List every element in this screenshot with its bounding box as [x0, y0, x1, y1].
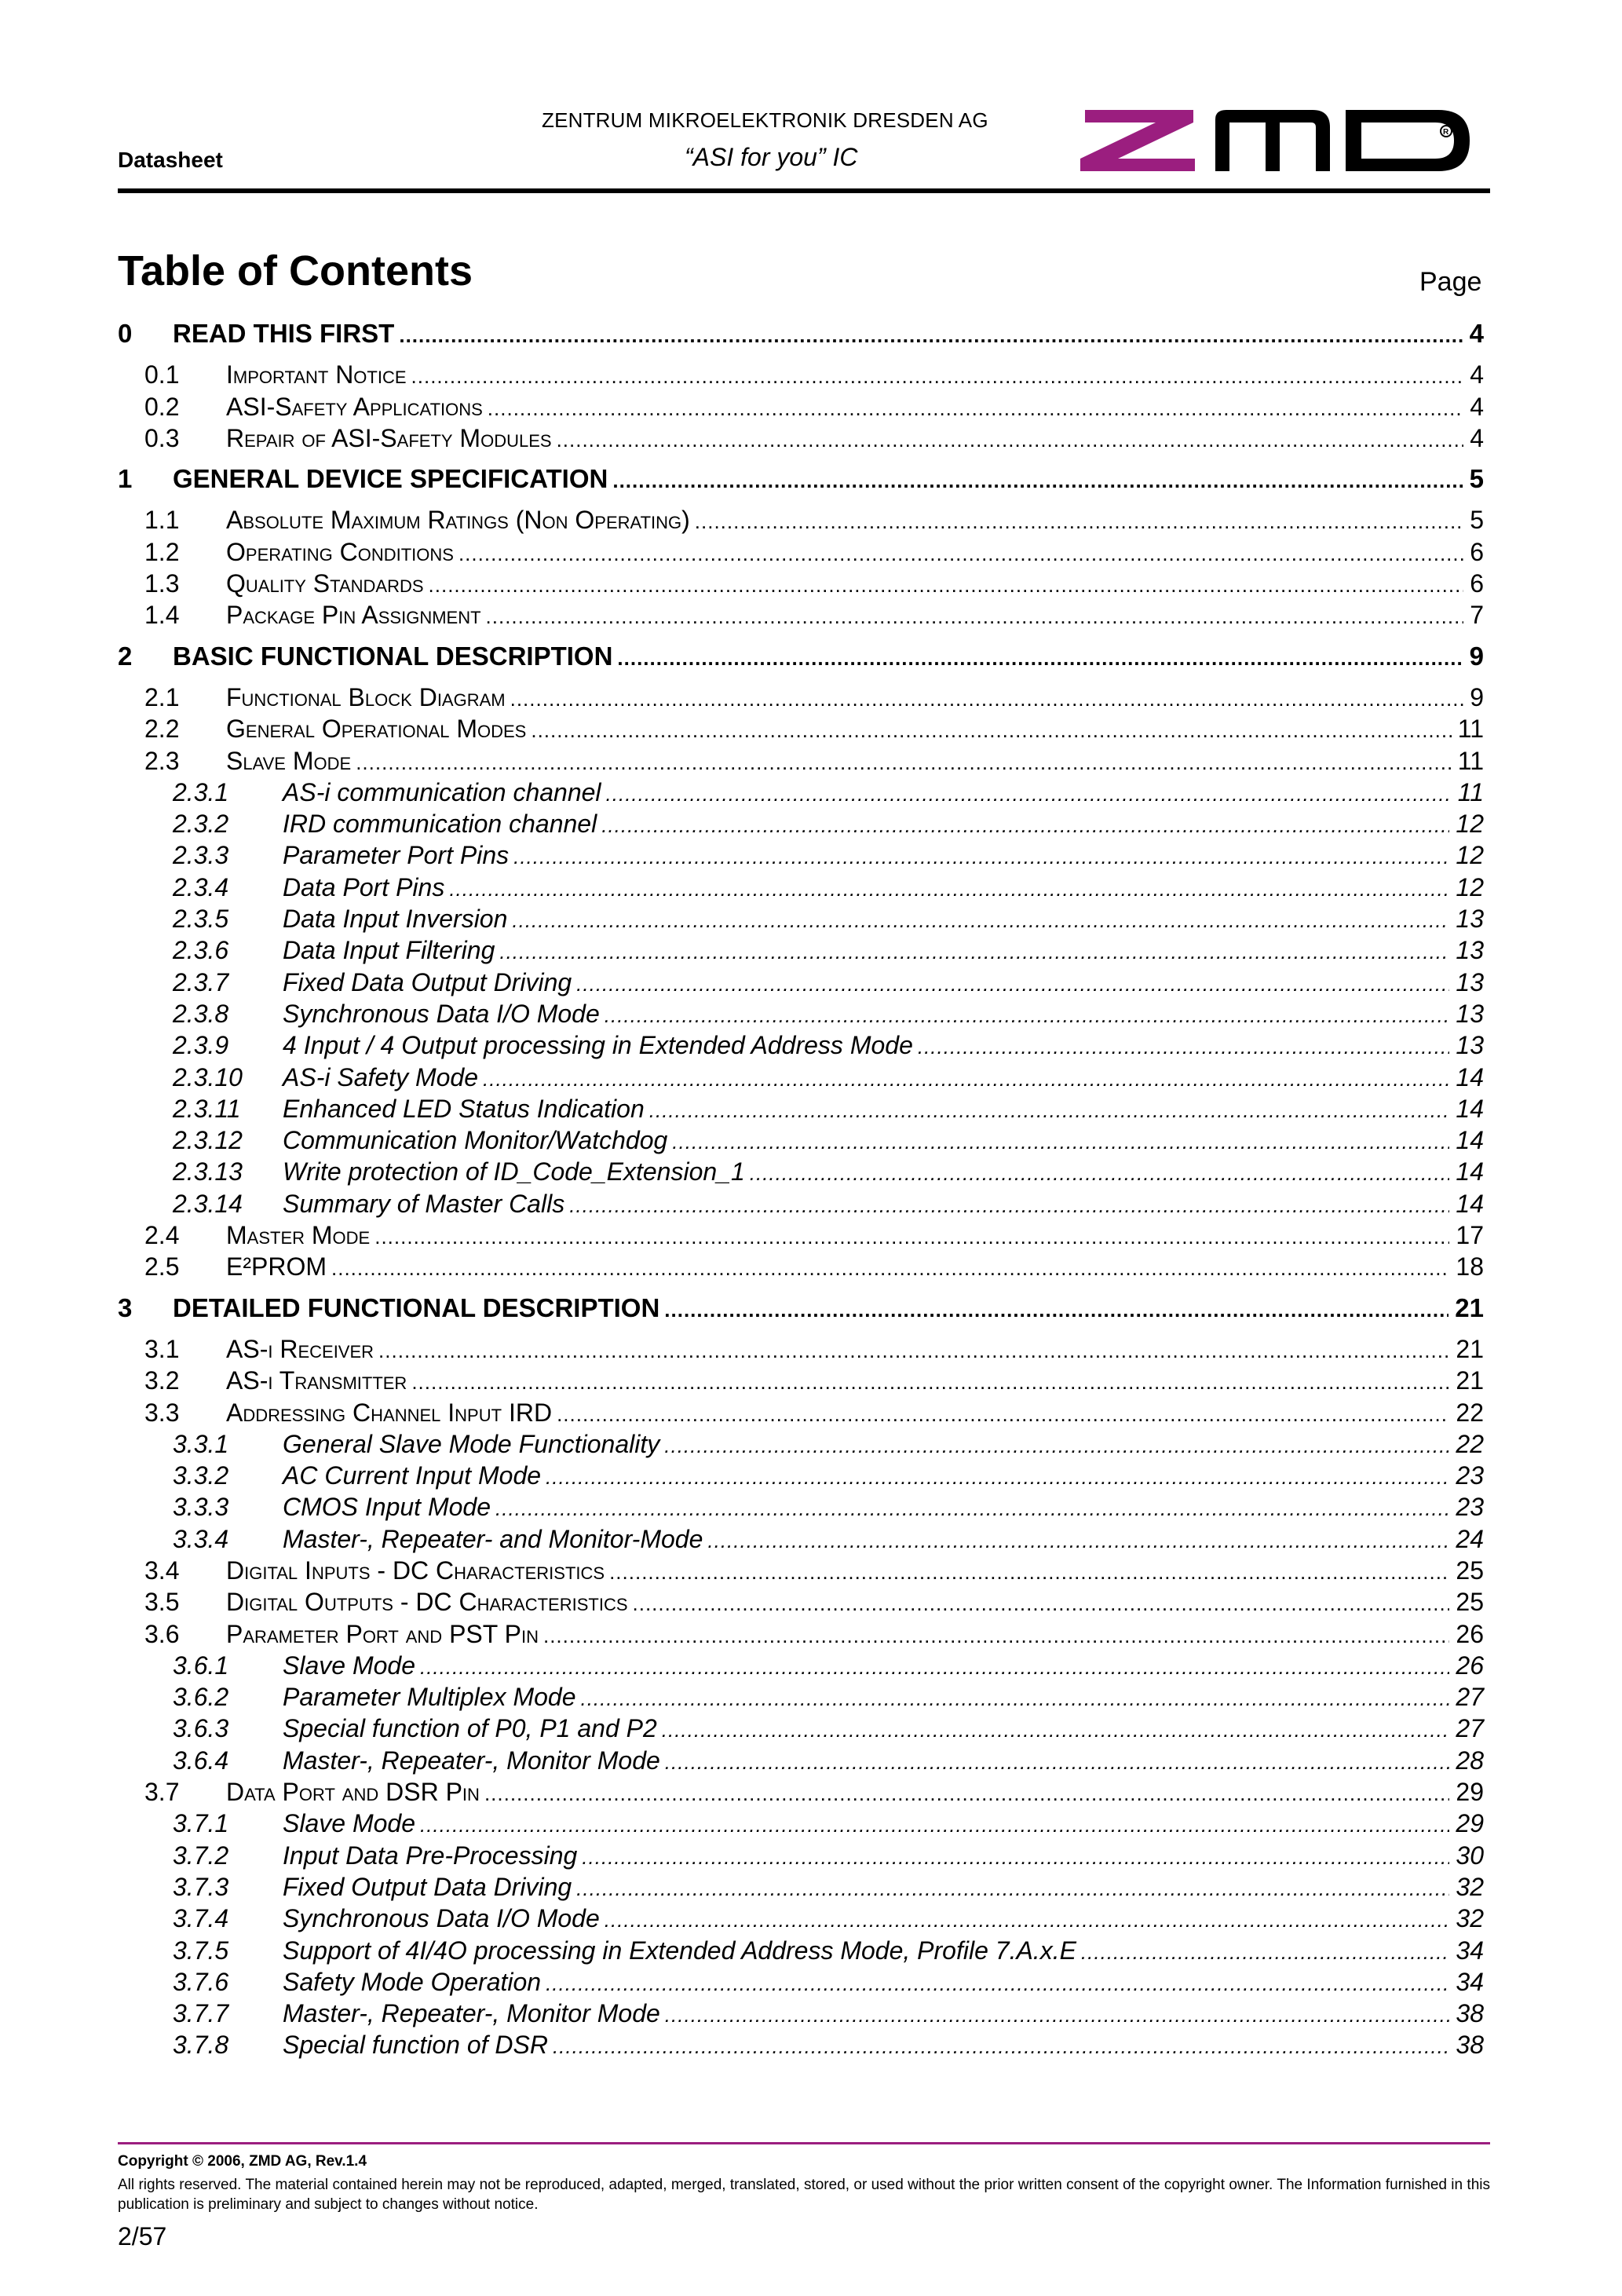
- toc-entry-title: Fixed Data Output Driving: [283, 967, 572, 996]
- toc-entry[interactable]: [118, 1124, 1484, 1156]
- toc-entry[interactable]: [118, 1935, 1484, 1966]
- toc-entry-title: Slave Mode: [283, 1651, 415, 1680]
- toc-entry-page: 23: [1456, 1493, 1484, 1522]
- footer-rights-notice: All rights reserved. The material contained herein may not be reproduced, adapted, merged, translated, stored, or used without the prior written consent of the copyright owner. The Information furnished in this publication is preliminary and subject to changes without notice.: [118, 2177, 1490, 2213]
- toc-dot-leader: [662, 1714, 1450, 1746]
- logo-letter-m: [1215, 110, 1330, 171]
- toc-entry-number: 1.1: [144, 506, 180, 535]
- toc-entry-number: 2.3.14: [173, 1189, 243, 1218]
- toc-entry-number: 3.6.2: [173, 1683, 229, 1712]
- toc-entry-page: 28: [1456, 1746, 1484, 1775]
- toc-entry[interactable]: [118, 536, 1484, 568]
- toc-entry-number: 2: [118, 641, 133, 671]
- toc-entry-number: 2.3.7: [173, 967, 229, 996]
- toc-entry[interactable]: [118, 1903, 1484, 1934]
- toc-entry-title: Slave Mode: [226, 746, 352, 775]
- document-type: Datasheet: [118, 148, 223, 172]
- toc-entry-title: Parameter Port Pins: [283, 841, 510, 870]
- toc-entry-page: 11: [1457, 777, 1484, 806]
- toc-entry-number: 3.6: [144, 1619, 180, 1648]
- toc-entry-page: 24: [1456, 1524, 1484, 1553]
- toc-entry-title: Important Notice: [226, 360, 407, 389]
- toc-entry-title: Parameter Multiplex Mode: [283, 1683, 576, 1712]
- toc-entry-title: 4 Input / 4 Output processing in Extended Address Mode: [283, 1031, 913, 1060]
- toc-entry-number: 2.4: [144, 1221, 180, 1250]
- toc-entry-title: Special function of P0, P1 and P2: [283, 1714, 657, 1743]
- toc-dot-leader: [557, 1398, 1449, 1430]
- toc-entry[interactable]: [118, 1188, 1484, 1219]
- toc-entry-number: 0: [118, 319, 133, 348]
- toc-entry-page: 14: [1456, 1189, 1484, 1218]
- toc-entry-title: Communication Monitor/Watchdog: [283, 1126, 668, 1155]
- toc-entry-page: 25: [1456, 1556, 1484, 1585]
- toc-entry-number: 2.3.1: [173, 777, 229, 806]
- toc-entry-number: 3.1: [144, 1334, 180, 1363]
- toc-entry[interactable]: [118, 1745, 1484, 1776]
- toc-entry-page: 32: [1456, 1904, 1484, 1933]
- toc-entry-number: 3.3.1: [173, 1429, 229, 1458]
- toc-entry[interactable]: [118, 504, 1484, 536]
- toc-dot-leader: [695, 506, 1463, 537]
- toc-entry-number: 3.7.1: [173, 1809, 229, 1838]
- toc-entry-title: Operating Conditions: [226, 537, 454, 566]
- toc-entry-page: 30: [1456, 1841, 1484, 1870]
- toc-entry-page: 4: [1469, 319, 1484, 348]
- toc-entry[interactable]: [118, 1555, 1484, 1586]
- toc-entry-title: CMOS Input Mode: [283, 1493, 491, 1522]
- toc-entry-page: 7: [1470, 601, 1484, 630]
- toc-entry[interactable]: [118, 359, 1484, 390]
- toc-dot-leader: [609, 1556, 1449, 1588]
- toc-dot-leader: [543, 1620, 1449, 1651]
- logo-letter-d: [1346, 110, 1470, 171]
- toc-entry-page: 13: [1456, 936, 1484, 965]
- toc-dot-leader: [546, 1461, 1449, 1493]
- toc-entry[interactable]: [118, 682, 1484, 713]
- toc-entry-page: 21: [1456, 1334, 1484, 1363]
- toc-entry-number: 2.3.2: [173, 810, 229, 839]
- toc-entry[interactable]: [118, 1681, 1484, 1713]
- toc-entry[interactable]: [118, 1292, 1484, 1324]
- toc-entry-number: 1.2: [144, 537, 180, 566]
- toc-entry-number: 3.3.3: [173, 1493, 229, 1522]
- toc-entry[interactable]: [118, 777, 1484, 808]
- toc-dot-leader: [546, 1968, 1449, 1999]
- toc-entry-page: 12: [1456, 872, 1484, 901]
- toc-entry-title: Special function of DSR: [283, 2031, 548, 2060]
- toc-entry-title: Addressing Channel Input IRD: [226, 1398, 553, 1427]
- toc-entry-page: 18: [1456, 1252, 1484, 1281]
- toc-entry-title: AS-i Transmitter: [226, 1366, 407, 1395]
- svg-text:R: R: [1443, 128, 1449, 137]
- toc-dot-leader: [429, 569, 1464, 601]
- toc-entry-title: Enhanced LED Status Indication: [283, 1094, 645, 1123]
- toc-entry-page: 21: [1455, 1292, 1484, 1322]
- toc-entry-number: 3.7.6: [173, 1967, 229, 1996]
- toc-entry-number: 3.7.3: [173, 1872, 229, 1901]
- toc-entry-title: Data Input Inversion: [283, 905, 508, 934]
- toc-title: Table of Contents: [118, 247, 473, 294]
- toc-entry-page: 29: [1456, 1778, 1484, 1807]
- toc-entry[interactable]: [118, 1029, 1484, 1061]
- toc-entry-number: 2.3.4: [173, 872, 229, 901]
- toc-entry-page: 34: [1456, 1936, 1484, 1965]
- toc-entry-number: 3: [118, 1292, 133, 1322]
- toc-entry-page: 14: [1456, 1126, 1484, 1155]
- toc-entry-page: 9: [1469, 641, 1484, 671]
- zmd-logo: [1077, 104, 1478, 176]
- toc-entry-page: 9: [1470, 682, 1484, 711]
- toc-dot-leader: [356, 747, 1452, 778]
- toc-entry-number: 3.7.4: [173, 1904, 229, 1933]
- toc-entry-number: 3.7: [144, 1778, 180, 1807]
- toc-entry[interactable]: [118, 1713, 1484, 1744]
- toc-entry[interactable]: [118, 1156, 1484, 1187]
- toc-entry-number: 1: [118, 464, 133, 494]
- header-rule: [118, 188, 1490, 193]
- toc-entry-page: 26: [1456, 1619, 1484, 1648]
- toc-entry-title: Safety Mode Operation: [283, 1967, 542, 1996]
- toc-dot-leader: [606, 778, 1452, 810]
- toc-dot-leader: [601, 810, 1449, 841]
- toc-entry-number: 3.2: [144, 1366, 180, 1395]
- toc-entry-number: 2.5: [144, 1252, 180, 1281]
- toc-dot-leader: [411, 360, 1464, 392]
- toc-entry[interactable]: [118, 1966, 1484, 1998]
- toc-entry-page: 13: [1456, 967, 1484, 996]
- toc-entry-title: E²PROM: [226, 1252, 327, 1281]
- toc-entry[interactable]: [118, 903, 1484, 934]
- toc-dot-leader: [557, 424, 1464, 455]
- toc-entry[interactable]: [118, 2029, 1484, 2060]
- toc-entry-title: Functional Block Diagram: [226, 682, 506, 711]
- toc-entry-number: 2.3.13: [173, 1157, 243, 1186]
- toc-entry-title: BASIC FUNCTIONAL DESCRIPTION: [173, 641, 613, 671]
- toc-entry-number: 0.1: [144, 360, 180, 389]
- toc-dot-leader: [664, 1294, 1448, 1325]
- toc-entry-page: 4: [1470, 423, 1484, 452]
- toc-entry-page: 38: [1456, 1999, 1484, 2028]
- toc-entry[interactable]: [118, 967, 1484, 998]
- toc-entry-page: 34: [1456, 1967, 1484, 1996]
- toc-entry-title: READ THIS FIRST: [173, 319, 395, 348]
- toc-entry[interactable]: [118, 1523, 1484, 1555]
- toc-dot-leader: [582, 1841, 1449, 1873]
- toc-entry-title: AS-i communication channel: [283, 777, 601, 806]
- toc-entry-page: 29: [1456, 1809, 1484, 1838]
- toc-entry-title: Input Data Pre-Processing: [283, 1841, 578, 1870]
- toc-entry-page: 38: [1456, 2031, 1484, 2060]
- toc-entry-page: 11: [1457, 715, 1484, 744]
- toc-entry[interactable]: [118, 1365, 1484, 1396]
- toc-dot-leader: [458, 538, 1463, 569]
- toc-entry-title: Fixed Output Data Driving: [283, 1872, 572, 1901]
- toc-dot-leader: [531, 715, 1451, 746]
- toc-entry-page: 17: [1456, 1221, 1484, 1250]
- toc-entry[interactable]: [118, 1397, 1484, 1428]
- toc-entry-title: Master-, Repeater- and Monitor-Mode: [283, 1524, 703, 1553]
- toc-entry-page: 22: [1456, 1429, 1484, 1458]
- toc-entry-number: 3.3.4: [173, 1524, 229, 1553]
- toc-entry[interactable]: [118, 1808, 1484, 1839]
- toc-entry-title: Slave Mode: [283, 1809, 415, 1838]
- toc-entry-number: 2.1: [144, 682, 180, 711]
- toc-dot-leader: [374, 1221, 1449, 1252]
- toc-dot-leader: [617, 642, 1463, 674]
- toc-entry-title: Absolute Maximum Ratings (Non Operating): [226, 506, 690, 535]
- toc-entry[interactable]: [118, 641, 1484, 672]
- toc-entry-title: Repair of ASI-Safety Modules: [226, 423, 552, 452]
- toc-entry-title: AC Current Input Mode: [283, 1461, 542, 1490]
- toc-dot-leader: [665, 1999, 1450, 2031]
- toc-dot-leader: [486, 601, 1464, 632]
- toc-entry-page: 22: [1456, 1398, 1484, 1427]
- toc-entry-number: 3.4: [144, 1556, 180, 1585]
- toc-entry-page: 5: [1470, 506, 1484, 535]
- footer-copyright: Copyright © 2006, ZMD AG, Rev.1.4: [118, 2153, 367, 2170]
- toc-entry-title: Synchronous Data I/O Mode: [283, 999, 600, 1028]
- logo-letter-z: [1080, 110, 1195, 171]
- toc-entry-title: Master Mode: [226, 1221, 371, 1250]
- toc-entry-number: 0.2: [144, 392, 180, 421]
- toc-entry-number: 3.6.4: [173, 1746, 229, 1775]
- toc-dot-leader: [411, 1366, 1449, 1398]
- company-name: ZENTRUM MIKROELEKTRONIK DRESDEN AG: [542, 108, 988, 132]
- toc-entry[interactable]: [118, 1428, 1484, 1460]
- toc-entry-page: 13: [1456, 999, 1484, 1028]
- toc-dot-leader: [1081, 1936, 1449, 1968]
- toc-entry-page: 21: [1456, 1366, 1484, 1395]
- toc-entry-page: 23: [1456, 1461, 1484, 1490]
- toc-dot-leader: [750, 1157, 1450, 1189]
- page-number: 2/57: [118, 2222, 167, 2250]
- toc-entry-title: Synchronous Data I/O Mode: [283, 1904, 600, 1933]
- toc-entry-page: 6: [1470, 537, 1484, 566]
- toc-entry-number: 3.5: [144, 1588, 180, 1617]
- toc-entry-title: Write protection of ID_Code_Extension_1: [283, 1157, 745, 1186]
- toc-dot-leader: [605, 1904, 1450, 1936]
- toc-dot-leader: [553, 2031, 1449, 2062]
- toc-entry[interactable]: [118, 839, 1484, 871]
- toc-dot-leader: [612, 465, 1463, 496]
- toc-dot-leader: [499, 936, 1449, 967]
- toc-entry-number: 2.3.10: [173, 1062, 243, 1091]
- toc-entry-title: Package Pin Assignment: [226, 601, 481, 630]
- toc-entry-number: 3.7.5: [173, 1936, 229, 1965]
- toc-entry-number: 2.3.8: [173, 999, 229, 1028]
- toc-dot-leader: [605, 1000, 1450, 1031]
- toc-entry-title: Digital Outputs - DC Characteristics: [226, 1588, 628, 1617]
- toc-entry-title: AS-i Safety Mode: [283, 1062, 478, 1091]
- toc-entry[interactable]: [118, 998, 1484, 1029]
- toc-entry-title: Master-, Repeater-, Monitor Mode: [283, 1999, 660, 2028]
- toc-entry-page: 14: [1456, 1157, 1484, 1186]
- toc-dot-leader: [649, 1095, 1450, 1126]
- toc-dot-leader: [331, 1252, 1449, 1284]
- toc-entry-number: 2.2: [144, 715, 180, 744]
- toc-entry-title: DETAILED FUNCTIONAL DESCRIPTION: [173, 1292, 660, 1322]
- toc-entry-number: 1.4: [144, 601, 180, 630]
- toc-entry-number: 3.7.7: [173, 1999, 229, 2028]
- toc-dot-leader: [449, 873, 1449, 905]
- toc-entry-page: 27: [1456, 1683, 1484, 1712]
- toc-entry-number: 3.3.2: [173, 1461, 229, 1490]
- toc-entry[interactable]: [118, 463, 1484, 495]
- toc-dot-leader: [707, 1525, 1449, 1556]
- toc-entry-page: 4: [1470, 392, 1484, 421]
- toc-entry-page: 14: [1456, 1062, 1484, 1091]
- toc-entry-page: 12: [1456, 841, 1484, 870]
- toc-entry[interactable]: [118, 1062, 1484, 1093]
- toc-entry-title: Master-, Repeater-, Monitor Mode: [283, 1746, 660, 1775]
- toc-entry-number: 3.7.2: [173, 1841, 229, 1870]
- toc-entry[interactable]: [118, 808, 1484, 839]
- toc-entry-title: AS-i Receiver: [226, 1334, 374, 1363]
- toc-entry[interactable]: [118, 422, 1484, 454]
- toc-entry[interactable]: [118, 934, 1484, 966]
- toc-entry-title: GENERAL DEVICE SPECIFICATION: [173, 464, 608, 494]
- toc-dot-leader: [399, 320, 1463, 351]
- toc-dot-leader: [378, 1335, 1449, 1366]
- toc-entry-page: 12: [1456, 810, 1484, 839]
- toc-entry[interactable]: [118, 318, 1484, 349]
- toc-entry-number: 2.3.12: [173, 1126, 243, 1155]
- product-name: “ASI for you” IC: [685, 143, 858, 171]
- toc-dot-leader: [483, 1063, 1449, 1095]
- toc-entry-title: Support of 4I/4O processing in Extended Address Mode, Profile 7.A.x.E: [283, 1936, 1076, 1965]
- toc-entry-page: 11: [1457, 746, 1484, 775]
- toc-list: [118, 318, 1484, 2061]
- toc-entry[interactable]: [118, 1491, 1484, 1523]
- toc-entry-title: Summary of Master Calls: [283, 1189, 565, 1218]
- toc-dot-leader: [512, 905, 1449, 936]
- toc-dot-leader: [488, 393, 1463, 424]
- toc-entry-number: 3.6.3: [173, 1714, 229, 1743]
- toc-entry[interactable]: [118, 1776, 1484, 1808]
- toc-entry[interactable]: [118, 1871, 1484, 1903]
- toc-entry-page: 6: [1470, 569, 1484, 598]
- toc-dot-leader: [580, 1683, 1449, 1714]
- toc-entry-number: 3.3: [144, 1398, 180, 1427]
- toc-entry-page: 5: [1469, 464, 1484, 494]
- toc-entry-page: 26: [1456, 1651, 1484, 1680]
- toc-dot-leader: [420, 1651, 1449, 1683]
- toc-entry[interactable]: [118, 568, 1484, 599]
- toc-dot-leader: [918, 1031, 1450, 1062]
- toc-entry-page: 25: [1456, 1588, 1484, 1617]
- toc-entry[interactable]: [118, 1998, 1484, 2029]
- footer-rule: [118, 2142, 1490, 2144]
- toc-entry-page: 27: [1456, 1714, 1484, 1743]
- toc-entry[interactable]: [118, 1333, 1484, 1365]
- toc-entry[interactable]: [118, 1251, 1484, 1282]
- toc-entry-title: Digital Inputs - DC Characteristics: [226, 1556, 605, 1585]
- toc-entry-number: 2.3.11: [173, 1094, 241, 1123]
- toc-entry-title: Quality Standards: [226, 569, 424, 598]
- toc-dot-leader: [664, 1430, 1449, 1461]
- toc-entry-title: General Operational Modes: [226, 715, 527, 744]
- toc-dot-leader: [513, 841, 1449, 872]
- toc-entry[interactable]: [118, 1650, 1484, 1681]
- toc-entry-page: 14: [1456, 1094, 1484, 1123]
- toc-entry[interactable]: [118, 745, 1484, 777]
- toc-entry[interactable]: [118, 1093, 1484, 1124]
- toc-entry-title: Data Port and DSR Pin: [226, 1778, 480, 1807]
- toc-dot-leader: [576, 968, 1449, 1000]
- toc-dot-leader: [665, 1746, 1450, 1778]
- toc-dot-leader: [495, 1493, 1449, 1524]
- toc-entry-title: General Slave Mode Functionality: [283, 1429, 660, 1458]
- toc-entry[interactable]: [118, 1618, 1484, 1650]
- toc-entry-number: 3.6.1: [173, 1651, 229, 1680]
- toc-entry[interactable]: [118, 391, 1484, 422]
- toc-entry-title: Data Input Filtering: [283, 936, 495, 965]
- toc-entry-number: 3.7.8: [173, 2031, 229, 2060]
- toc-entry-title: Parameter Port and PST Pin: [226, 1619, 539, 1648]
- toc-dot-leader: [576, 1873, 1449, 1904]
- toc-entry-number: 2.3.9: [173, 1031, 229, 1060]
- toc-dot-leader: [672, 1126, 1449, 1157]
- toc-entry[interactable]: [118, 599, 1484, 631]
- toc-entry[interactable]: [118, 1586, 1484, 1618]
- toc-entry-page: 13: [1456, 905, 1484, 934]
- toc-dot-leader: [484, 1778, 1449, 1809]
- toc-entry[interactable]: [118, 1460, 1484, 1491]
- toc-entry-page: 32: [1456, 1872, 1484, 1901]
- toc-entry-number: 2.3.6: [173, 936, 229, 965]
- toc-dot-leader: [510, 683, 1464, 715]
- toc-entry-number: 2.3: [144, 746, 180, 775]
- toc-entry-title: Data Port Pins: [283, 872, 445, 901]
- toc-entry-page: 13: [1456, 1031, 1484, 1060]
- toc-entry-number: 2.3.3: [173, 841, 229, 870]
- toc-entry[interactable]: [118, 1219, 1484, 1251]
- toc-entry-title: ASI-Safety Applications: [226, 392, 483, 421]
- toc-entry-number: 1.3: [144, 569, 180, 598]
- toc-entry[interactable]: [118, 872, 1484, 903]
- toc-dot-leader: [569, 1190, 1449, 1221]
- toc-dot-leader: [633, 1588, 1450, 1619]
- toc-entry[interactable]: [118, 713, 1484, 744]
- toc-dot-leader: [420, 1809, 1449, 1841]
- toc-entry-number: 0.3: [144, 423, 180, 452]
- toc-entry-number: 2.3.5: [173, 905, 229, 934]
- toc-entry-title: IRD communication channel: [283, 810, 597, 839]
- toc-entry[interactable]: [118, 1840, 1484, 1871]
- toc-page-column-header: Page: [1419, 267, 1482, 297]
- toc-entry-page: 4: [1470, 360, 1484, 389]
